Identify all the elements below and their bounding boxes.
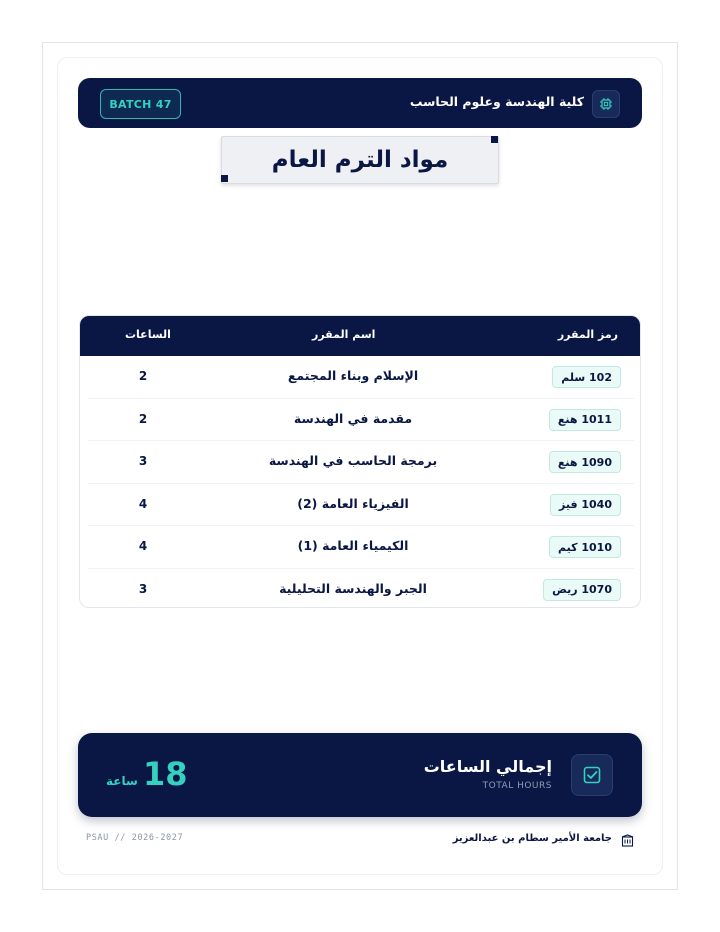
table-row — [88, 526, 634, 569]
course-code: 102 سلم — [552, 366, 621, 388]
course-hours: 2 — [138, 411, 148, 426]
course-code: 1090 هنع — [549, 451, 621, 473]
checkbox-icon — [571, 754, 613, 796]
page-title: مواد الترم العام — [271, 147, 449, 173]
column-header-code: رمز المقرر — [557, 328, 618, 341]
course-hours: 4 — [138, 539, 148, 553]
footer-year: PSAU // 2026-2027 — [86, 833, 184, 843]
course-code: 1010 كيم — [549, 536, 621, 558]
title-corner-bottom-left — [221, 175, 228, 182]
table-row — [88, 441, 634, 484]
chip-icon — [592, 90, 620, 118]
course-code: 1070 ريض — [543, 579, 621, 601]
table-row — [88, 356, 634, 399]
course-hours: 2 — [138, 369, 148, 383]
page-title-box — [221, 136, 499, 184]
course-code: 1040 فيز — [550, 494, 621, 516]
column-header-hours: الساعات — [125, 328, 171, 341]
course-hours: 3 — [138, 581, 148, 596]
course-name: مقدمة في الهندسة — [293, 410, 413, 426]
total-value: 18 — [143, 755, 188, 793]
course-name: الكيمياء العامة (1) — [297, 538, 409, 553]
course-hours: 3 — [138, 454, 148, 468]
course-name: برمجة الحاسب في الهندسة — [268, 453, 438, 468]
table-header — [80, 316, 640, 356]
total-unit: ساعة — [106, 774, 138, 788]
building-icon — [621, 832, 634, 851]
course-name: الجبر والهندسة التحليلية — [279, 580, 427, 596]
total-subtitle: TOTAL HOURS — [482, 781, 552, 791]
course-code: 1011 هنع — [549, 409, 621, 431]
courses-table — [79, 315, 641, 608]
course-name: الإسلام وبناء المجتمع — [287, 368, 419, 383]
batch-badge: BATCH 47 — [100, 89, 181, 119]
total-title: إجمالي الساعات — [423, 757, 552, 776]
table-row — [88, 569, 634, 609]
title-corner-top-right — [491, 136, 498, 143]
table-row — [88, 399, 634, 442]
college-name: كلية الهندسة وعلوم الحاسب — [409, 94, 584, 109]
column-header-name: اسم المقرر — [312, 328, 376, 341]
course-name: الفيزياء العامة (2) — [297, 495, 409, 511]
table-row — [88, 484, 634, 527]
course-hours: 4 — [138, 496, 148, 511]
footer-university: جامعة الأمير سطام بن عبدالعزيز — [452, 833, 612, 844]
